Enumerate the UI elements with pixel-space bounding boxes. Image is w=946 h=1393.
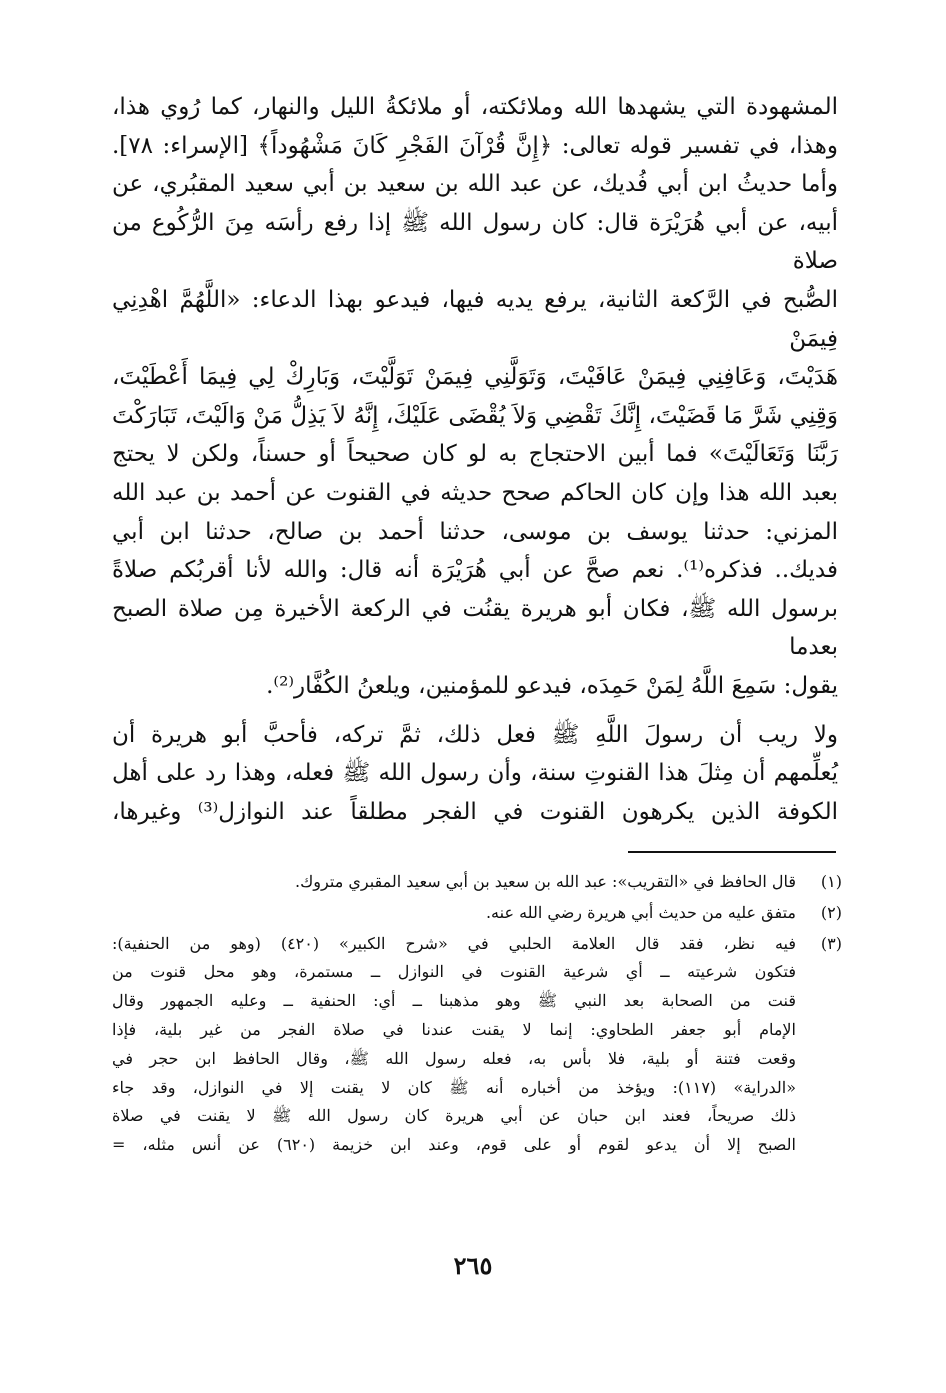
text-line: أبيه، عن أبي هُرَيْرَة قال: كان رسول الله ﷺ إذا رفع رأسَه مِنَ الرُّكُوع من صلاة bbox=[112, 209, 838, 275]
footnote-line: ذلك صريحاً، فعند ابن حبان عن أبي هريرة كان رسول الله ﷺ لا يقنت في صلاة bbox=[112, 1106, 796, 1126]
text-line: فديك.. فذكره⁽¹⁾. نعم صحَّ عن أبي هُرَيْرَة أنه قال: والله لأنا أقربُكم صلاةً bbox=[112, 557, 838, 584]
text-line: الكوفة الذين يكرهون القنوت في الفجر مطلقاً عند النوازل⁽³⁾ وغيرها، bbox=[112, 798, 838, 825]
footnote-separator bbox=[628, 851, 836, 853]
page-number: ٢٦٥ bbox=[453, 1251, 493, 1280]
footnote-line: قنت من الصحابة بعد النبي ﷺ وهو مذهبنا ــ أي: الحنفية ــ وعليه الجمهور وقال bbox=[112, 991, 796, 1011]
footnote bbox=[112, 868, 842, 897]
footnote-line: الصبح إلا أن يدعو لقوم أو على قوم، وعند ابن خزيمة (٦٢٠) عن أنس مثله، = bbox=[112, 1135, 797, 1155]
footnote bbox=[112, 930, 842, 1160]
text-line: المزني: حدثنا يوسف بن موسى، حدثنا أحمد بن صالح، حدثنا ابن أبي bbox=[112, 518, 838, 545]
footnote-line: الإمام أبو جعفر الطحاوي: إنما لا يقنت عندنا في صلاة الفجر من غير بلية، فإذا bbox=[112, 1019, 796, 1039]
footnote bbox=[112, 899, 842, 928]
text-line: المشهودة التي يشهدها الله وملائكته، أو ملائكةُ الليل والنهار، كما رُوي هذا، bbox=[112, 94, 838, 120]
text-line: بعبد الله هذا وإن كان الحاكم صحح حديثه في القنوت عن أحمد بن عبد الله bbox=[112, 479, 838, 506]
text-line: وهذا، في تفسير قوله تعالى: ﴿إِنَّ قُرْآنَ الفَجْرِ كَانَ مَشْهُوداً﴾ [الإسراء: ٧٨]. bbox=[112, 132, 838, 159]
text-line: هَدَيْتَ، وَعَافِنِي فِيمَنْ عَافَيْتَ، وَتَوَلَّنِي فِيمَنْ تَوَلَّيْتَ، وَبَارِكْ لِي فِيمَا أَعْطَيْتَ، bbox=[112, 364, 838, 391]
footnote-number: (٣) bbox=[820, 933, 842, 953]
main-text bbox=[112, 88, 838, 831]
footnote-line: قال الحافظ في «التقريب»: عبد الله بن سعيد بن أبي سعيد المقبري متروك. bbox=[295, 872, 796, 891]
footnote-line: فتكون شرعيته ــ أي شرعية القنوت في النوازل ــ مستمرة، وهو محل قنوت من bbox=[112, 962, 796, 982]
text-line: برسول الله ﷺ، فكان أبو هريرة يقنُت في الركعة الأخيرة مِن صلاة الصبح بعدما bbox=[112, 595, 838, 661]
text-line: الصُّبح في الرَّكعة الثانية، يرفع يديه فيها، فيدعو بهذا الدعاء: «اللَّهُمَّ اهْدِنِي فِيمَنْ bbox=[112, 286, 838, 352]
text-line: يُعلِّمهم أن مِثلَ هذا القنوتِ سنة، وأن رسول الله ﷺ فعله، وهذا رد على أهل bbox=[112, 760, 838, 787]
footnote-line: متفق عليه من حديث أبي هريرة رضي الله عنه. bbox=[485, 902, 796, 922]
text-line: رَبَّنَا وَتَعَالَيْتَ» فما أبين الاحتجاج به لو كان صحيحاً أو حسناً، ولكن لا يحتج bbox=[112, 441, 838, 468]
footnotes bbox=[112, 868, 842, 1162]
footnote-line: «الدراية» (١١٧): ويؤخذ من أخباره أنه ﷺ كان لا يقنت إلا في النوازل، وقد جاء bbox=[112, 1077, 797, 1097]
footnote-number: (٢) bbox=[820, 902, 842, 922]
text-line: وَقِنِي شَرَّ مَا قَضَيْتَ، إِنَّكَ تَقْضِي وَلاَ يُقْضَى عَلَيْكَ، إِنَّهُ لاَ يَذِلُّ مَنْ وَالَيْتَ، تَبَارَكْتَ bbox=[112, 402, 838, 429]
footnote-line: وقعت فتنة أو بلية، فلا بأس به، فعله رسول الله ﷺ، وقال الحافظ ابن حجر في bbox=[112, 1048, 796, 1068]
text-line: يقول: سَمِعَ اللَّهُ لِمَنْ حَمِدَه، فيدعو للمؤمنين، ويلعنُ الكُفَّار⁽²⁾. bbox=[266, 672, 838, 699]
text-line: ولا ريب أن رسولَ اللَّهِ ﷺ فعل ذلك، ثمَّ تركه، فأحبَّ أبو هريرة أن bbox=[112, 721, 838, 748]
footnote-line: فيه نظر، فقد قال العلامة الحلبي في «شرح الكبير» (٤٢٠) (وهو من الحنفية): bbox=[112, 933, 797, 953]
text-line: وأما حديثُ ابن أبي فُديك، عن عبد الله بن سعيد بن أبي سعيد المقبُري، عن bbox=[112, 171, 838, 198]
footnote-number: (١) bbox=[820, 872, 842, 891]
